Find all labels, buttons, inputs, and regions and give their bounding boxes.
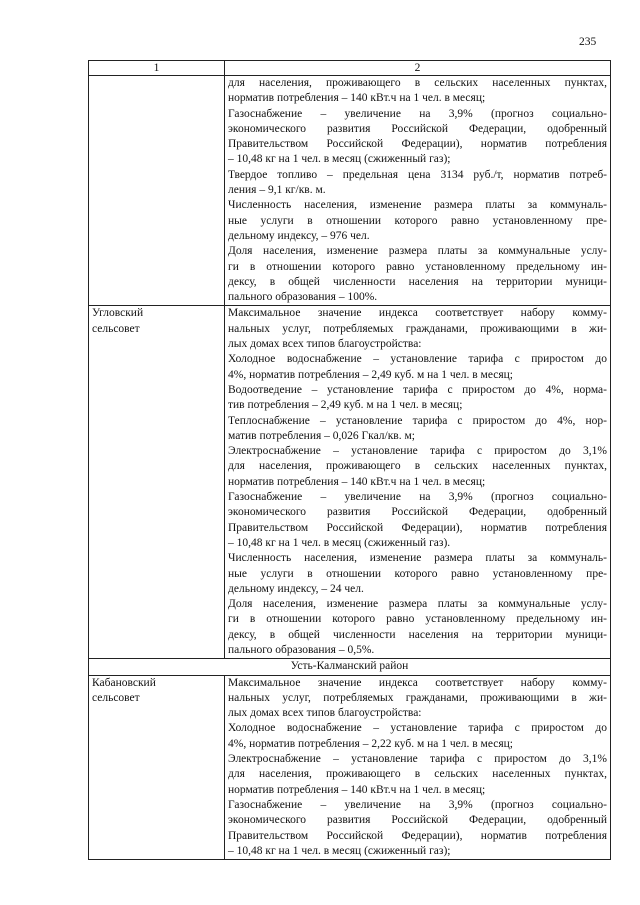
column-header-2: 2 [225, 61, 611, 76]
text-line: Доля населения, изменение размера платы за коммунальные услу- [228, 598, 607, 611]
description-cell [225, 306, 611, 659]
text-line: Правительством Российской Федерации), норматив потребления [228, 521, 607, 534]
text-line: нальных услуг, потребляемых гражданами, проживающими в жи- [228, 691, 607, 704]
text-line: Доля населения, изменение размера платы за коммунальные услу- [228, 245, 607, 258]
description-cell [225, 675, 611, 860]
text-line: нальных услуг, потребляемых гражданами, проживающими в жи- [228, 322, 607, 335]
text-line: экономического развития Российской Федерации, одобренный [228, 814, 607, 827]
text-line: ные услуги в отношении которого равно установленному пре- [228, 567, 607, 580]
text-line: 4%, норматив потребления – 2,22 куб. м на 1 чел. в месяц; [228, 737, 513, 750]
text-line: пального образования – 100%. [228, 291, 378, 304]
page-number: 235 [579, 36, 597, 48]
column-header-1: 1 [89, 61, 225, 76]
text-line: – 10,48 кг на 1 чел. в месяц (сжиженный газ). [228, 536, 451, 549]
table-row [89, 76, 611, 306]
region-row [89, 659, 611, 675]
table-row [89, 306, 611, 659]
municipality-name: Угловский [92, 307, 144, 320]
text-line: – 10,48 кг на 1 чел. в месяц (сжиженный газ); [228, 153, 451, 166]
text-line: норматив потребления – 140 кВт.ч на 1 чел. в месяц; [228, 783, 486, 796]
text-line: для населения, проживающего в сельских населенных пунктах, [228, 77, 607, 89]
text-line: дельному индексу, – 976 чел. [228, 229, 370, 242]
index-table [88, 60, 611, 860]
municipality-cell [89, 306, 225, 659]
text-line: тив потребления – 2,49 куб. м на 1 чел. в месяц; [228, 399, 463, 412]
municipality-cell [89, 76, 225, 306]
text-line: Численность населения, изменение размера платы за коммуналь- [228, 199, 607, 212]
text-line: ги в отношении которого равно установленному предельному ин- [228, 613, 607, 626]
text-line: экономического развития Российской Федерации, одобренный [228, 506, 607, 519]
text-line: Твердое топливо – предельная цена 3134 руб./т, норматив потреб- [228, 168, 607, 181]
text-line: лых домах всех типов благоустройства: [228, 707, 422, 720]
text-line: норматив потребления – 140 кВт.ч на 1 чел. в месяц; [228, 92, 486, 105]
text-line: Численность населения, изменение размера платы за коммуналь- [228, 552, 607, 565]
text-line: Максимальное значение индекса соответствует набору комму- [228, 676, 607, 689]
text-line: 4%, норматив потребления – 2,49 куб. м на 1 чел. в месяц; [228, 368, 513, 381]
table-header-row [89, 61, 611, 76]
text-line: – 10,48 кг на 1 чел. в месяц (сжиженный газ); [228, 844, 451, 857]
text-line: дексу, в общей численности населения на территории муници- [228, 628, 607, 641]
text-line: ления – 9,1 кг/кв. м. [228, 184, 326, 197]
text-line: ги в отношении которого равно установленному предельному ин- [228, 260, 607, 273]
text-line: пального образования – 0,5%. [228, 643, 375, 656]
text-line: Электроснабжение – установление тарифа с приростом до 3,1% [228, 753, 607, 766]
text-line: матив потребления – 0,026 Гкал/кв. м; [228, 429, 415, 442]
text-line: Газоснабжение – увеличение на 3,9% (прогноз социально- [228, 798, 607, 811]
table-row [89, 675, 611, 860]
text-line: дексу, в общей численности населения на территории муници- [228, 275, 607, 288]
text-line: ные услуги в отношении которого равно установленному пре- [228, 214, 607, 227]
text-line: Холодное водоснабжение – установление тарифа с приростом до [228, 353, 607, 366]
municipality-type: сельсовет [92, 322, 140, 335]
text-line: для населения, проживающего в сельских населенных пунктах, [228, 460, 607, 473]
municipality-name: Кабановский [92, 676, 156, 689]
text-line: Газоснабжение – увеличение на 3,9% (прогноз социально- [228, 491, 607, 504]
text-line: Теплоснабжение – установление тарифа с приростом до 4%, нор- [228, 414, 607, 427]
region-heading: Усть-Калманский район [89, 659, 611, 675]
text-line: экономического развития Российской Федерации, одобренный [228, 122, 607, 135]
text-line: Максимальное значение индекса соответствует набору комму- [228, 307, 607, 320]
description-cell [225, 76, 611, 306]
text-line: лых домах всех типов благоустройства: [228, 338, 422, 351]
municipality-type: сельсовет [92, 691, 140, 704]
text-line: для населения, проживающего в сельских населенных пунктах, [228, 768, 607, 781]
text-line: Газоснабжение – увеличение на 3,9% (прогноз социально- [228, 107, 607, 120]
text-line: Правительством Российской Федерации), норматив потребления [228, 138, 607, 151]
municipality-cell [89, 675, 225, 860]
text-line: Водоотведение – установление тарифа с приростом до 4%, норма- [228, 383, 607, 396]
text-line: дельному индексу, – 24 чел. [228, 582, 364, 595]
text-line: Электроснабжение – установление тарифа с приростом до 3,1% [228, 445, 607, 458]
text-line: норматив потребления – 140 кВт.ч на 1 чел. в месяц; [228, 475, 486, 488]
text-line: Холодное водоснабжение – установление тарифа с приростом до [228, 722, 607, 735]
text-line: Правительством Российской Федерации), норматив потребления [228, 829, 607, 842]
